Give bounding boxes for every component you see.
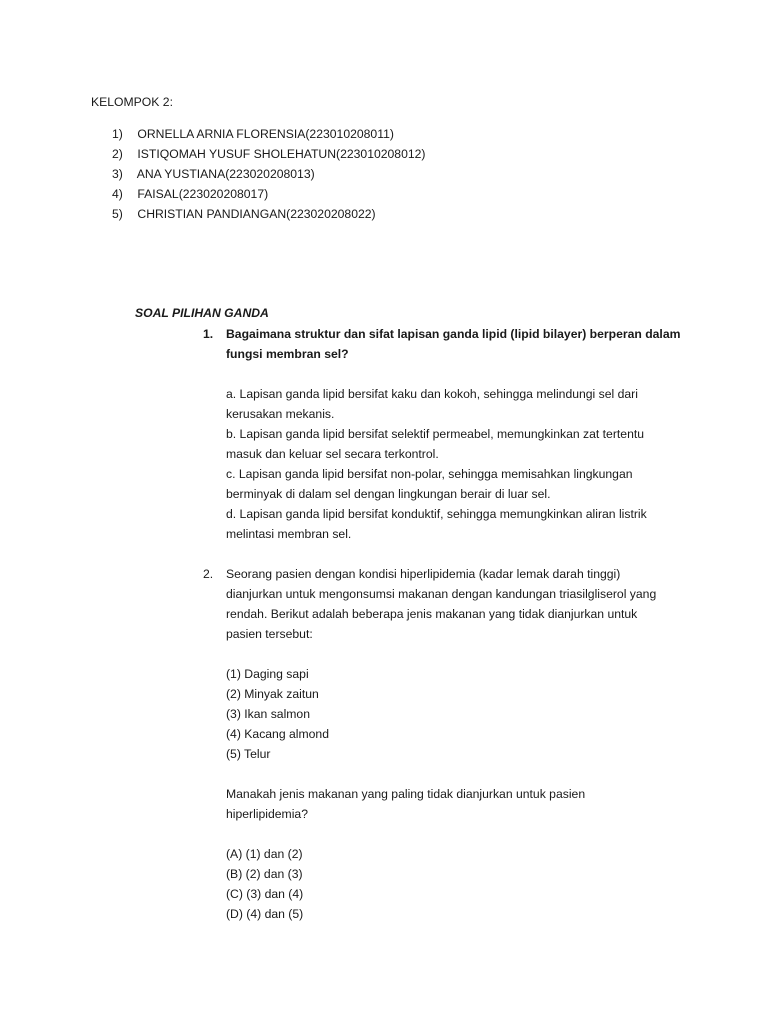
member-item bbox=[112, 126, 394, 142]
member-number: 1) bbox=[112, 127, 123, 141]
member-number: 2) bbox=[112, 147, 123, 161]
member-item bbox=[112, 166, 315, 182]
member-name: FAISAL(223020208017) bbox=[137, 187, 269, 201]
member-name: CHRISTIAN PANDIANGAN(223020208022) bbox=[137, 207, 376, 221]
member-item bbox=[112, 146, 425, 162]
question-text-line: rendah. Berikut adalah beberapa jenis makanan yang tidak dianjurkan untuk bbox=[226, 607, 638, 621]
food-item: (3) Ikan salmon bbox=[226, 707, 310, 721]
member-number: 4) bbox=[112, 187, 123, 201]
answer-option-line: d. Lapisan ganda lipid bersifat konduktif, sehingga memungkinkan aliran listrik bbox=[226, 507, 647, 521]
answer-option-line: a. Lapisan ganda lipid bersifat kaku dan kokoh, sehingga melindungi sel dari bbox=[226, 387, 638, 401]
question-text-line: dianjurkan untuk mengonsumsi makanan dengan kandungan triasilgliserol yang bbox=[226, 587, 657, 601]
member-number: 3) bbox=[112, 167, 123, 181]
member-item bbox=[112, 206, 376, 222]
answer-option-line: berminyak di dalam sel dengan lingkungan berair di luar sel. bbox=[226, 487, 551, 501]
question-prompt-line: hiperlipidemia? bbox=[226, 807, 308, 821]
answer-choice: (C) (3) dan (4) bbox=[226, 887, 304, 901]
member-number: 5) bbox=[112, 207, 123, 221]
answer-choice: (D) (4) dan (5) bbox=[226, 907, 304, 921]
food-item: (2) Minyak zaitun bbox=[226, 687, 319, 701]
question-text-line: Bagaimana struktur dan sifat lapisan ganda lipid (lipid bilayer) berperan dalam bbox=[226, 327, 681, 341]
food-item: (5) Telur bbox=[226, 747, 271, 761]
answer-option-line: kerusakan mekanis. bbox=[226, 407, 335, 421]
question-prompt-line: Manakah jenis makanan yang paling tidak dianjurkan untuk pasien bbox=[226, 787, 586, 801]
question-number: 2. bbox=[203, 567, 214, 581]
food-item: (4) Kacang almond bbox=[226, 727, 329, 741]
answer-option-line: masuk dan keluar sel secara terkontrol. bbox=[226, 447, 439, 461]
food-item: (1) Daging sapi bbox=[226, 667, 309, 681]
member-name: ORNELLA ARNIA FLORENSIA(223010208011) bbox=[137, 127, 394, 141]
answer-option-line: b. Lapisan ganda lipid bersifat selektif permeabel, memungkinkan zat tertentu bbox=[226, 427, 645, 441]
section-title: SOAL PILIHAN GANDA bbox=[135, 306, 269, 320]
question-number: 1. bbox=[203, 327, 214, 341]
member-item bbox=[112, 186, 268, 202]
member-name: ISTIQOMAH YUSUF SHOLEHATUN(223010208012) bbox=[137, 147, 426, 161]
group-title: KELOMPOK 2: bbox=[91, 95, 173, 109]
answer-option-line: melintasi membran sel. bbox=[226, 527, 352, 541]
question-text-line: fungsi membran sel? bbox=[226, 347, 349, 361]
member-name: ANA YUSTIANA(223020208013) bbox=[136, 167, 315, 181]
question-text-line: Seorang pasien dengan kondisi hiperlipidemia (kadar lemak darah tinggi) bbox=[226, 567, 621, 581]
answer-option-line: c. Lapisan ganda lipid bersifat non-polar, sehingga memisahkan lingkungan bbox=[226, 467, 633, 481]
question-text-line: pasien tersebut: bbox=[226, 627, 313, 641]
answer-choice: (A) (1) dan (2) bbox=[226, 847, 303, 861]
answer-choice: (B) (2) dan (3) bbox=[226, 867, 303, 881]
